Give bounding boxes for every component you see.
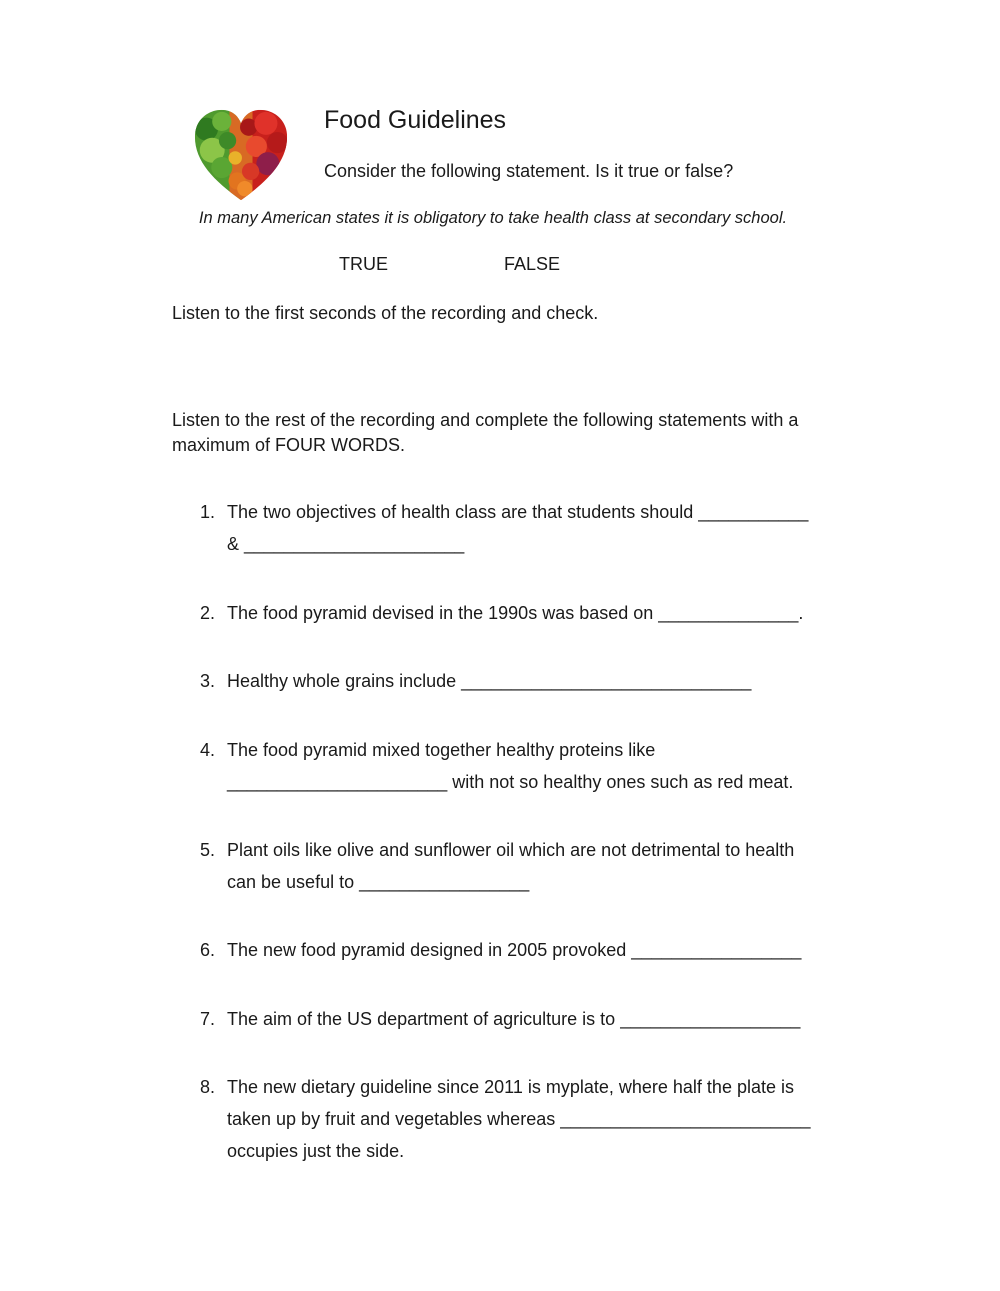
question-number: 5.	[200, 840, 216, 860]
question-number: 3.	[200, 671, 216, 691]
question-number: 1.	[200, 502, 216, 522]
option-true[interactable]: TRUE	[339, 254, 388, 274]
question-line: The food pyramid mixed together healthy proteins like	[227, 740, 656, 760]
question-line: Plant oils like olive and sunflower oil which are not detrimental to health	[227, 840, 795, 860]
question-number: 4.	[200, 740, 216, 760]
question-line: The food pyramid devised in the 1990s was based on ______________.	[227, 603, 804, 623]
question-line: taken up by fruit and vegetables whereas _________________________	[227, 1109, 811, 1129]
question-line: The new food pyramid designed in 2005 provoked _________________	[227, 940, 802, 960]
instruction-rest: Listen to the rest of the recording and complete the following statements with a maximum of FOUR WORDS.	[172, 410, 799, 455]
question-number: 6.	[200, 940, 216, 960]
question-line: The two objectives of health class are that students should ___________	[227, 502, 809, 522]
question-line: occupies just the side.	[227, 1141, 405, 1161]
instruction-first: Listen to the first seconds of the recording and check.	[172, 303, 599, 323]
statement-text: In many American states it is obligatory to take health class at secondary school.	[198, 209, 788, 227]
question-line: Healthy whole grains include _____________________________	[227, 671, 752, 691]
option-false[interactable]: FALSE	[504, 254, 561, 274]
question-line: can be useful to _________________	[227, 872, 530, 892]
question-number: 2.	[200, 603, 216, 623]
page-title: Food Guidelines	[324, 106, 507, 134]
question-line: The new dietary guideline since 2011 is myplate, where half the plate is	[227, 1077, 794, 1097]
question-text: Consider the following statement. Is it true or false?	[324, 161, 734, 181]
question-line: ______________________ with not so healthy ones such as red meat.	[227, 772, 794, 792]
question-line: The aim of the US department of agriculture is to __________________	[227, 1009, 801, 1029]
question-number: 8.	[200, 1077, 216, 1097]
question-number: 7.	[200, 1009, 216, 1029]
question-line: & ______________________	[227, 534, 465, 554]
vegetable-heart-icon	[193, 108, 289, 204]
